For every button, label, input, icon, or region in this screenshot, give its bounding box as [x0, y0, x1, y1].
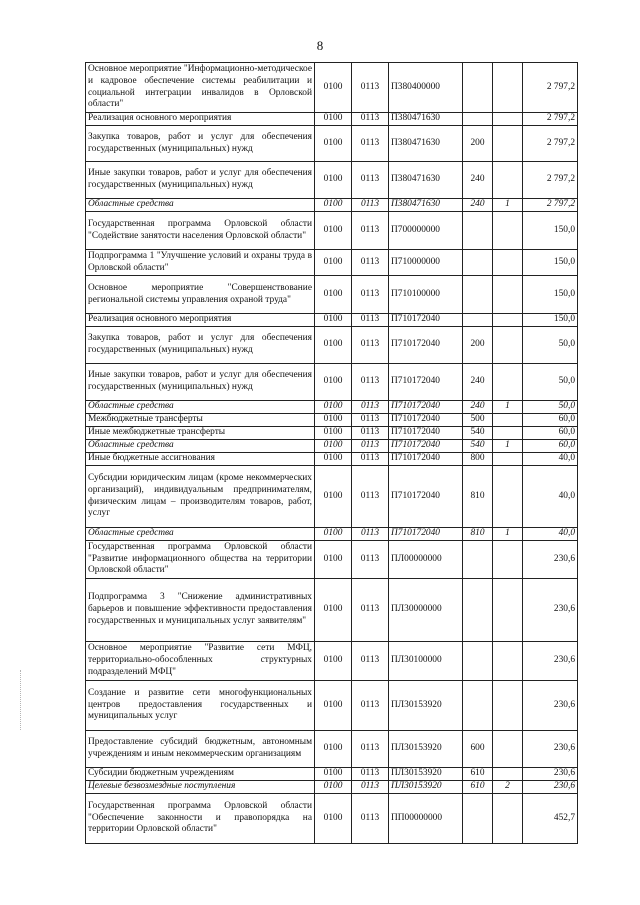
- row-section-cell: 0100: [315, 63, 352, 113]
- row-amount-cell: 40,0: [523, 528, 578, 541]
- table-row: [86, 541, 578, 579]
- table-row: [86, 731, 578, 768]
- table-row: [86, 681, 578, 731]
- table-row: [86, 781, 578, 794]
- row-name-cell: Закупка товаров, работ и услуг для обеспечения государственных (муниципальных) нужд: [86, 327, 315, 364]
- row-target-article-cell: П710172040: [389, 528, 463, 541]
- row-name-cell: Реализация основного мероприятия: [86, 314, 315, 327]
- row-subsection-cell: 0113: [352, 731, 389, 768]
- row-subsection-cell: 0113: [352, 327, 389, 364]
- table-row: [86, 162, 578, 199]
- row-name-cell: Подпрограмма 1 "Улучшение условий и охраны труда в Орловской области": [86, 250, 315, 276]
- row-name-cell: Иные межбюджетные трансферты: [86, 427, 315, 440]
- row-section-cell: 0100: [315, 162, 352, 199]
- row-amount-cell: 230,6: [523, 681, 578, 731]
- row-expense-type-cell: [463, 63, 493, 113]
- row-amount-cell: 2 797,2: [523, 126, 578, 162]
- row-amount-cell: 230,6: [523, 781, 578, 794]
- row-source-cell: [493, 364, 523, 401]
- row-subsection-cell: 0113: [352, 162, 389, 199]
- row-section-cell: 0100: [315, 768, 352, 781]
- row-section-cell: 0100: [315, 466, 352, 528]
- row-expense-type-cell: 500: [463, 414, 493, 427]
- row-amount-cell: 230,6: [523, 541, 578, 579]
- row-name-cell: Государственная программа Орловской области "Содействие занятости населения Орловской области": [86, 212, 315, 250]
- row-subsection-cell: 0113: [352, 126, 389, 162]
- row-section-cell: 0100: [315, 212, 352, 250]
- row-subsection-cell: 0113: [352, 276, 389, 314]
- row-name-cell: Областные средства: [86, 440, 315, 453]
- row-target-article-cell: П710172040: [389, 427, 463, 440]
- row-target-article-cell: ПЛ30000000: [389, 579, 463, 642]
- row-source-cell: [493, 453, 523, 466]
- row-amount-cell: 60,0: [523, 440, 578, 453]
- row-subsection-cell: 0113: [352, 414, 389, 427]
- row-source-cell: [493, 541, 523, 579]
- table-row: [86, 314, 578, 327]
- row-section-cell: 0100: [315, 541, 352, 579]
- row-subsection-cell: 0113: [352, 642, 389, 681]
- row-expense-type-cell: [463, 681, 493, 731]
- row-section-cell: 0100: [315, 327, 352, 364]
- table-row: [86, 276, 578, 314]
- row-subsection-cell: 0113: [352, 364, 389, 401]
- row-target-article-cell: П380471630: [389, 126, 463, 162]
- row-amount-cell: 50,0: [523, 364, 578, 401]
- row-source-cell: [493, 731, 523, 768]
- table-body: [86, 63, 578, 844]
- table-row: [86, 768, 578, 781]
- row-target-article-cell: П710172040: [389, 414, 463, 427]
- row-expense-type-cell: 240: [463, 199, 493, 212]
- row-amount-cell: 40,0: [523, 453, 578, 466]
- row-section-cell: 0100: [315, 642, 352, 681]
- row-section-cell: 0100: [315, 314, 352, 327]
- row-source-cell: 2: [493, 781, 523, 794]
- row-source-cell: [493, 466, 523, 528]
- table-row: [86, 642, 578, 681]
- table-row: [86, 466, 578, 528]
- binding-margin-dots: [20, 670, 23, 730]
- row-source-cell: [493, 276, 523, 314]
- row-expense-type-cell: 200: [463, 126, 493, 162]
- row-name-cell: Субсидии юридическим лицам (кроме некоммерческих организаций), индивидуальным предпринимателям, физическим лицам – производителям товаров, работ, услуг: [86, 466, 315, 528]
- row-subsection-cell: 0113: [352, 453, 389, 466]
- row-expense-type-cell: 240: [463, 364, 493, 401]
- row-source-cell: [493, 63, 523, 113]
- row-source-cell: [493, 427, 523, 440]
- row-expense-type-cell: [463, 642, 493, 681]
- row-source-cell: [493, 414, 523, 427]
- row-amount-cell: 2 797,2: [523, 162, 578, 199]
- row-subsection-cell: 0113: [352, 794, 389, 844]
- table-row: [86, 126, 578, 162]
- row-amount-cell: 150,0: [523, 250, 578, 276]
- row-expense-type-cell: 610: [463, 768, 493, 781]
- row-target-article-cell: ПЛ30153920: [389, 681, 463, 731]
- row-source-cell: [493, 314, 523, 327]
- row-expense-type-cell: 540: [463, 440, 493, 453]
- table-row: [86, 453, 578, 466]
- row-section-cell: 0100: [315, 276, 352, 314]
- table-row: [86, 250, 578, 276]
- row-section-cell: 0100: [315, 681, 352, 731]
- row-expense-type-cell: 610: [463, 781, 493, 794]
- row-source-cell: [493, 113, 523, 126]
- row-subsection-cell: 0113: [352, 466, 389, 528]
- row-section-cell: 0100: [315, 113, 352, 126]
- row-amount-cell: 452,7: [523, 794, 578, 844]
- row-name-cell: Иные закупки товаров, работ и услуг для обеспечения государственных (муниципальных) нужд: [86, 364, 315, 401]
- row-section-cell: 0100: [315, 126, 352, 162]
- row-source-cell: [493, 642, 523, 681]
- row-amount-cell: 50,0: [523, 401, 578, 414]
- row-source-cell: 1: [493, 199, 523, 212]
- row-name-cell: Государственная программа Орловской области "Обеспечение законности и правопорядка на территории Орловской области": [86, 794, 315, 844]
- row-amount-cell: 60,0: [523, 414, 578, 427]
- row-target-article-cell: ПЛ30100000: [389, 642, 463, 681]
- row-amount-cell: 2 797,2: [523, 199, 578, 212]
- row-amount-cell: 230,6: [523, 642, 578, 681]
- row-target-article-cell: П710000000: [389, 250, 463, 276]
- row-section-cell: 0100: [315, 364, 352, 401]
- row-target-article-cell: ПЛ30153920: [389, 768, 463, 781]
- row-subsection-cell: 0113: [352, 199, 389, 212]
- row-target-article-cell: П710172040: [389, 440, 463, 453]
- budget-allocation-table: [85, 62, 578, 844]
- row-section-cell: 0100: [315, 453, 352, 466]
- row-subsection-cell: 0113: [352, 113, 389, 126]
- row-subsection-cell: 0113: [352, 768, 389, 781]
- row-name-cell: Государственная программа Орловской области "Развитие информационного общества на территории Орловской области": [86, 541, 315, 579]
- row-amount-cell: 230,6: [523, 579, 578, 642]
- row-expense-type-cell: 540: [463, 427, 493, 440]
- row-section-cell: 0100: [315, 731, 352, 768]
- row-amount-cell: 40,0: [523, 466, 578, 528]
- row-subsection-cell: 0113: [352, 781, 389, 794]
- row-section-cell: 0100: [315, 781, 352, 794]
- table-row: [86, 440, 578, 453]
- row-subsection-cell: 0113: [352, 314, 389, 327]
- row-amount-cell: 2 797,2: [523, 63, 578, 113]
- row-name-cell: Предоставление субсидий бюджетным, автономным учреждениям и иным некоммерческим организациям: [86, 731, 315, 768]
- row-target-article-cell: ПП00000000: [389, 794, 463, 844]
- row-section-cell: 0100: [315, 440, 352, 453]
- row-name-cell: Областные средства: [86, 199, 315, 212]
- row-section-cell: 0100: [315, 427, 352, 440]
- row-name-cell: Иные бюджетные ассигнования: [86, 453, 315, 466]
- row-name-cell: Субсидии бюджетным учреждениям: [86, 768, 315, 781]
- row-expense-type-cell: [463, 541, 493, 579]
- row-subsection-cell: 0113: [352, 681, 389, 731]
- row-name-cell: Областные средства: [86, 401, 315, 414]
- row-subsection-cell: 0113: [352, 528, 389, 541]
- row-subsection-cell: 0113: [352, 541, 389, 579]
- table-row: [86, 63, 578, 113]
- row-expense-type-cell: [463, 212, 493, 250]
- row-source-cell: [493, 579, 523, 642]
- row-target-article-cell: П710172040: [389, 466, 463, 528]
- row-amount-cell: 50,0: [523, 327, 578, 364]
- row-subsection-cell: 0113: [352, 250, 389, 276]
- row-source-cell: [493, 794, 523, 844]
- row-expense-type-cell: 810: [463, 466, 493, 528]
- row-subsection-cell: 0113: [352, 212, 389, 250]
- row-name-cell: Закупка товаров, работ и услуг для обеспечения государственных (муниципальных) нужд: [86, 126, 315, 162]
- row-source-cell: [493, 250, 523, 276]
- row-expense-type-cell: 200: [463, 327, 493, 364]
- row-source-cell: [493, 327, 523, 364]
- row-name-cell: Реализация основного мероприятия: [86, 113, 315, 126]
- row-name-cell: Подпрограмма 3 "Снижение административных барьеров и повышение эффективности предоставления государственных и муниципальных услуг заявителям": [86, 579, 315, 642]
- row-target-article-cell: П710172040: [389, 453, 463, 466]
- row-name-cell: Иные закупки товаров, работ и услуг для обеспечения государственных (муниципальных) нужд: [86, 162, 315, 199]
- row-amount-cell: 60,0: [523, 427, 578, 440]
- row-subsection-cell: 0113: [352, 427, 389, 440]
- row-source-cell: [493, 681, 523, 731]
- row-name-cell: Основное мероприятие "Информационно-методическое и кадровое обеспечение системы реабилитации и социальной интеграции инвалидов в Орловской области": [86, 63, 315, 113]
- row-subsection-cell: 0113: [352, 440, 389, 453]
- page-number: 8: [316, 38, 324, 53]
- row-expense-type-cell: 600: [463, 731, 493, 768]
- row-expense-type-cell: 800: [463, 453, 493, 466]
- row-target-article-cell: П710172040: [389, 327, 463, 364]
- row-source-cell: [493, 212, 523, 250]
- row-section-cell: 0100: [315, 794, 352, 844]
- row-section-cell: 0100: [315, 528, 352, 541]
- row-name-cell: Создание и развитие сети многофункциональных центров предоставления государственных и муниципальных услуг: [86, 681, 315, 731]
- table-row: [86, 364, 578, 401]
- table-row: [86, 427, 578, 440]
- row-amount-cell: 2 797,2: [523, 113, 578, 126]
- row-amount-cell: 150,0: [523, 212, 578, 250]
- row-subsection-cell: 0113: [352, 401, 389, 414]
- table-row: [86, 794, 578, 844]
- row-expense-type-cell: [463, 579, 493, 642]
- table-row: [86, 113, 578, 126]
- row-amount-cell: 230,6: [523, 731, 578, 768]
- row-target-article-cell: П380471630: [389, 113, 463, 126]
- row-name-cell: Межбюджетные трансферты: [86, 414, 315, 427]
- table-row: [86, 327, 578, 364]
- row-target-article-cell: П710172040: [389, 314, 463, 327]
- row-section-cell: 0100: [315, 401, 352, 414]
- row-amount-cell: 150,0: [523, 276, 578, 314]
- row-section-cell: 0100: [315, 579, 352, 642]
- table-row: [86, 579, 578, 642]
- row-source-cell: 1: [493, 401, 523, 414]
- row-expense-type-cell: [463, 276, 493, 314]
- row-expense-type-cell: [463, 250, 493, 276]
- row-target-article-cell: П710172040: [389, 364, 463, 401]
- row-source-cell: [493, 126, 523, 162]
- row-target-article-cell: ПЛ30153920: [389, 781, 463, 794]
- row-target-article-cell: П710172040: [389, 401, 463, 414]
- row-amount-cell: 150,0: [523, 314, 578, 327]
- row-target-article-cell: П380471630: [389, 199, 463, 212]
- row-name-cell: Целевые безвозмездные поступления: [86, 781, 315, 794]
- row-name-cell: Основное мероприятие "Совершенствование региональной системы управления охраной труда": [86, 276, 315, 314]
- row-expense-type-cell: 810: [463, 528, 493, 541]
- table-row: [86, 212, 578, 250]
- row-expense-type-cell: [463, 113, 493, 126]
- row-expense-type-cell: [463, 314, 493, 327]
- row-amount-cell: 230,6: [523, 768, 578, 781]
- row-target-article-cell: П380471630: [389, 162, 463, 199]
- row-target-article-cell: П710100000: [389, 276, 463, 314]
- row-target-article-cell: П380400000: [389, 63, 463, 113]
- row-subsection-cell: 0113: [352, 63, 389, 113]
- row-target-article-cell: ПЛ30153920: [389, 731, 463, 768]
- table-row: [86, 414, 578, 427]
- table-row: [86, 199, 578, 212]
- row-section-cell: 0100: [315, 414, 352, 427]
- row-subsection-cell: 0113: [352, 579, 389, 642]
- row-expense-type-cell: [463, 794, 493, 844]
- table-row: [86, 401, 578, 414]
- row-section-cell: 0100: [315, 199, 352, 212]
- row-source-cell: 1: [493, 528, 523, 541]
- row-source-cell: [493, 162, 523, 199]
- row-source-cell: 1: [493, 440, 523, 453]
- row-expense-type-cell: 240: [463, 401, 493, 414]
- row-name-cell: Основное мероприятие "Развитие сети МФЦ, территориально-обособленных структурных подразделений МФЦ": [86, 642, 315, 681]
- row-expense-type-cell: 240: [463, 162, 493, 199]
- row-target-article-cell: ПЛ00000000: [389, 541, 463, 579]
- row-target-article-cell: П700000000: [389, 212, 463, 250]
- table-row: [86, 528, 578, 541]
- row-section-cell: 0100: [315, 250, 352, 276]
- row-source-cell: [493, 768, 523, 781]
- row-name-cell: Областные средства: [86, 528, 315, 541]
